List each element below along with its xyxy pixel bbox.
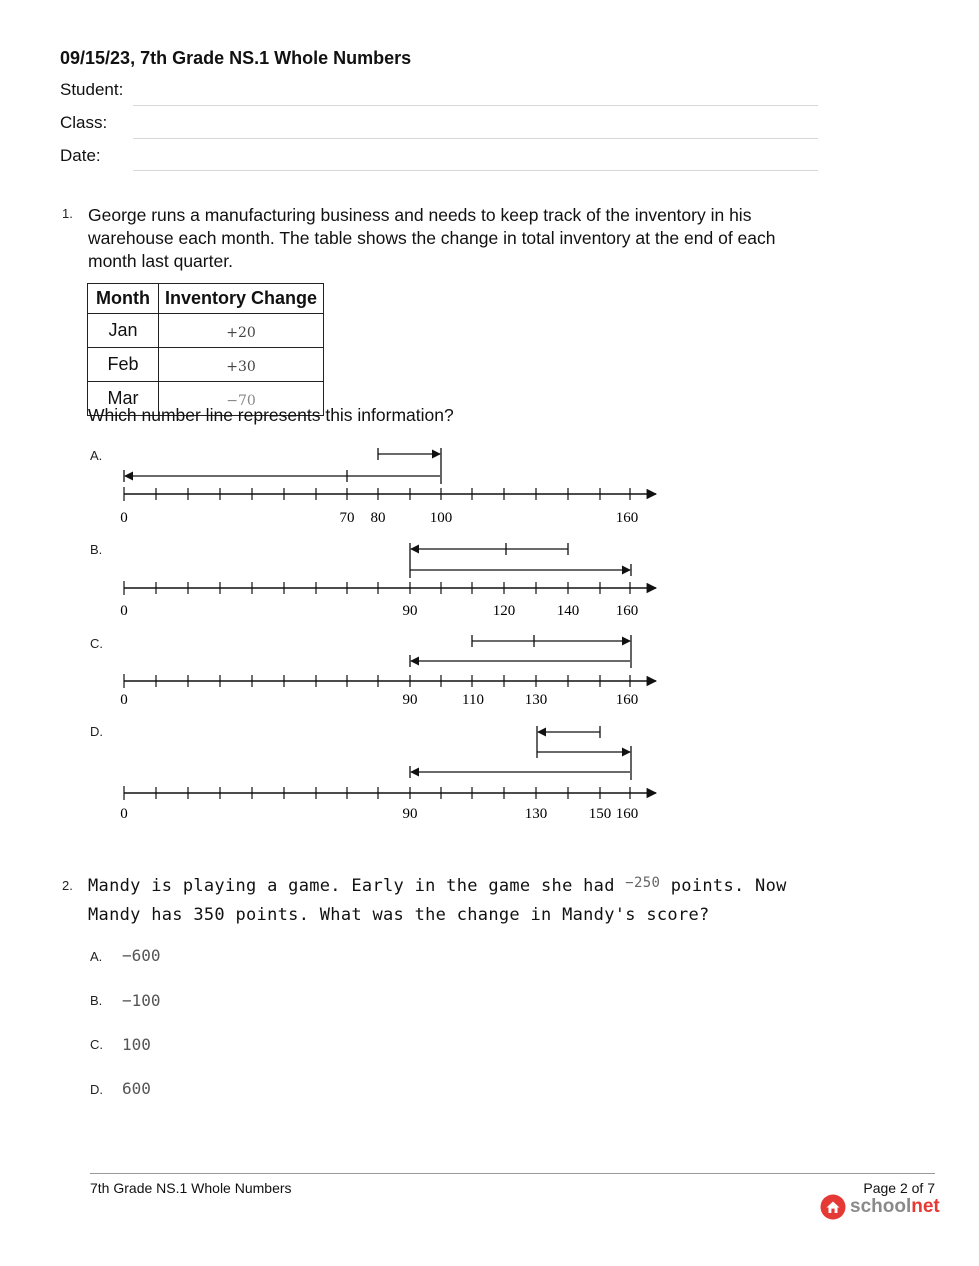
tick-label: 160 (615, 692, 639, 708)
table-cell-month: Jan (88, 314, 159, 348)
tick-label: 120 (492, 603, 516, 619)
q2-option-a-label[interactable]: A. (90, 949, 103, 964)
q2-option-c-label[interactable]: C. (90, 1037, 103, 1052)
page-number: Page 2 of 7 (863, 1180, 935, 1196)
brand-school: school (850, 1196, 912, 1217)
question-2-value: −250 (625, 875, 661, 891)
brand-net: net (911, 1196, 940, 1217)
q2-option-b-value[interactable]: −100 (122, 991, 161, 1010)
tick-label: 140 (556, 603, 580, 619)
footer-title: 7th Grade NS.1 Whole Numbers (90, 1180, 292, 1196)
q2-option-a-value[interactable]: −600 (122, 946, 161, 965)
tick-label: 160 (615, 510, 639, 526)
tick-label: 150 (588, 806, 612, 822)
option-d-label[interactable]: D. (90, 724, 103, 739)
tick-label: 70 (339, 510, 355, 526)
question-1-text: George runs a manufacturing business and needs to keep track of the inventory in his warehouse each month. The table shows the change in total inventory at the end of each month last quarter. (88, 205, 776, 271)
tick-label: 100 (429, 510, 453, 526)
option-a-label[interactable]: A. (90, 448, 103, 463)
question-1-prompt: Which number line represents this information? (88, 405, 454, 425)
table-cell-change: +30 (159, 348, 324, 382)
table-cell-month: Feb (88, 348, 159, 382)
q2-option-b-label[interactable]: B. (90, 993, 103, 1008)
option-b-label[interactable]: B. (90, 542, 103, 557)
tick-label: 110 (462, 692, 484, 708)
question-2-text-c: Mandy has 350 points. What was the change in Mandy's score? (88, 905, 710, 925)
date-label: Date: (60, 146, 101, 165)
tick-label: 160 (615, 603, 639, 619)
tick-label: 0 (120, 603, 128, 619)
tick-label: 130 (524, 692, 548, 708)
footer-divider (90, 1173, 935, 1174)
tick-label: 0 (120, 806, 128, 822)
tick-label: 90 (402, 692, 418, 708)
tick-label: 90 (402, 603, 418, 619)
question-2-number: 2. (62, 878, 73, 893)
table-cell-change: +20 (159, 314, 324, 348)
option-c-label[interactable]: C. (90, 636, 103, 651)
table-cell-month: Mar (88, 382, 159, 416)
q2-option-d-value[interactable]: 600 (122, 1079, 151, 1098)
number-line-b (120, 543, 656, 619)
student-label: Student: (60, 80, 124, 99)
q2-option-d-label[interactable]: D. (90, 1082, 103, 1097)
tick-label: 0 (120, 692, 128, 708)
q2-option-c-value[interactable]: 100 (122, 1035, 151, 1054)
tick-label: 80 (370, 510, 386, 526)
class-label: Class: (60, 113, 108, 132)
page-title: 09/15/23, 7th Grade NS.1 Whole Numbers (60, 48, 412, 68)
number-line-a (120, 448, 656, 526)
tick-label: 90 (402, 806, 418, 822)
question-2-text-b: points. Now (670, 876, 787, 896)
tick-label: 0 (120, 510, 128, 526)
schoolnet-home-icon (820, 1194, 846, 1220)
question-1-number: 1. (62, 206, 73, 221)
question-2-text-a: Mandy is playing a game. Early in the game she had (88, 876, 615, 896)
table-cell-change: −70 (159, 382, 324, 416)
question-2-text (88, 872, 848, 929)
table-header-month: Month (88, 284, 159, 314)
table-header-change: Inventory Change (159, 284, 324, 314)
tick-label: 160 (615, 806, 639, 822)
schoolnet-logo (820, 1194, 940, 1220)
tick-label: 130 (524, 806, 548, 822)
number-line-d (120, 726, 656, 822)
number-line-c (120, 635, 656, 708)
